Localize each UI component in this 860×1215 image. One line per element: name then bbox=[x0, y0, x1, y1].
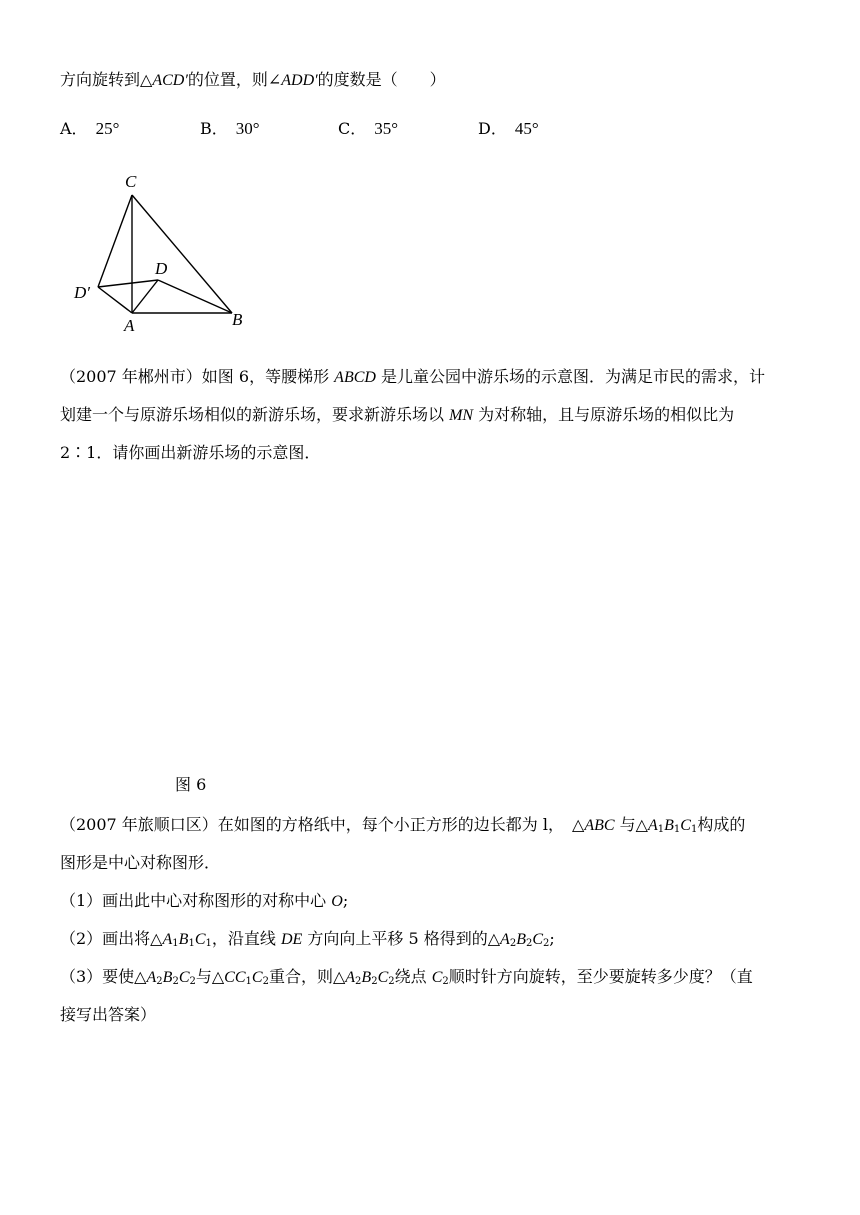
option-d: D． 45° bbox=[478, 119, 539, 138]
q3-part-3: （3）要使$\triangle A_2B_2C_2$与$\triangle CC_1C_2$重合，则$\triangle A_2B_2C_2$绕点 $C_2$顺时针方向旋转，至少要旋转多少度？（直 bbox=[60, 967, 753, 987]
option-a: A． 25° bbox=[60, 119, 120, 138]
vertex-label-a: A bbox=[124, 316, 135, 335]
q3-part-2: （2）画出将$\triangle A_1B_1C_1$，沿直线 DE 方向向上平移 5 格得到的$\triangle A_2B_2C_2$; bbox=[60, 929, 555, 949]
q3-part-1: （1）画出此中心对称图形的对称中心 O; bbox=[60, 891, 349, 910]
vertex-label-d: D bbox=[155, 259, 168, 278]
vertex-label-b: B bbox=[232, 310, 243, 329]
segment-db bbox=[158, 280, 232, 313]
option-c: C． 35° bbox=[338, 119, 399, 138]
vertex-label-c: C bbox=[125, 172, 137, 191]
segment-ad bbox=[132, 280, 158, 313]
geometry-figure bbox=[60, 168, 260, 338]
segment-dprime-c bbox=[98, 195, 132, 287]
segment-dprime-d bbox=[98, 280, 158, 287]
q3-part-3-cont: 接写出答案） bbox=[60, 1005, 157, 1024]
segment-cb bbox=[132, 195, 232, 313]
q2-line-2: 划建一个与原游乐场相似的新游乐场，要求新游乐场以 MN 为对称轴，且与原游乐场的相似比为 bbox=[60, 405, 735, 424]
figure-caption: 图 6 bbox=[175, 775, 207, 794]
q3-line-2: 图形是中心对称图形． bbox=[60, 853, 221, 872]
vertex-label-dprime: D′ bbox=[74, 283, 90, 302]
q1-stem: 方向旋转到△ACD′的位置，则∠ADD′的度数是（ ） bbox=[60, 70, 446, 89]
q3-line-1: （2007 年旅顺口区）在如图的方格纸中，每个小正方形的边长都为 l， △ABC 与$\triangle A_1B_1C_1$构成的 bbox=[60, 815, 746, 835]
q2-line-3: 2∶1．请你画出新游乐场的示意图． bbox=[60, 443, 321, 462]
option-b: B． 30° bbox=[200, 119, 260, 138]
q2-line-1: （2007 年郴州市）如图 6，等腰梯形 ABCD 是儿童公园中游乐场的示意图．为满足市民的需求，计 bbox=[60, 367, 766, 386]
segment-dprime-a bbox=[98, 287, 132, 313]
